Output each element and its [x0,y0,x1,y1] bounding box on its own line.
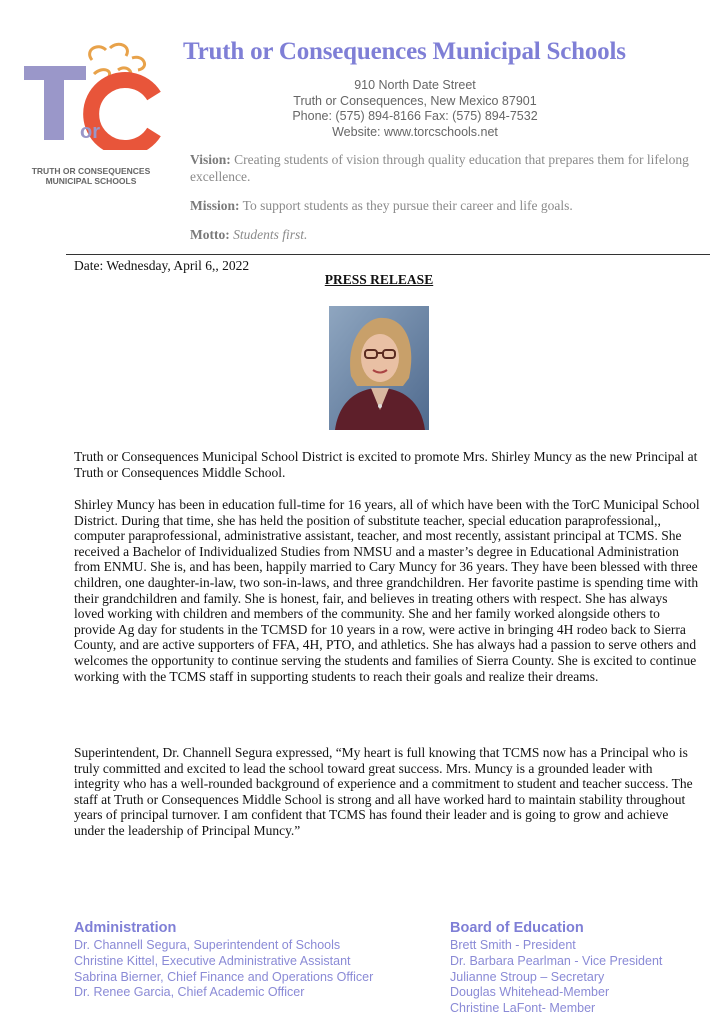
release-paragraph-1: Truth or Consequences Municipal School District is excited to promote Mrs. Shirley Muncy as the new Principal at Truth or Consequences Middle School. [74,449,698,480]
press-release-heading: PRESS RELEASE [324,272,434,287]
board-heading: Board of Education [450,920,584,936]
board-member: Brett Smith - President [450,938,576,952]
logo-caption [18,166,164,186]
board-list [450,938,662,1017]
board-member: Julianne Stroup – Secretary [450,969,605,984]
vision-label: Vision: [190,152,231,167]
mission-text: To support students as they pursue their career and life goals. [242,198,573,213]
release-paragraph-2: Shirley Muncy has been in education full-time for 16 years, all of which have been with the TorC Municipal School District. During that time, she has held the position of substitute teacher, special education paraprofessional,, computer paraprofessional, administrative assistant, teacher, and most recently, assistant principal at TCMS. She received a Bachelor of Individualized Studies from NMSU and a master’s degree in Educational Administration from ENMU. She is, and has been, happily married to Cary Muncy for 36 years. They have been blessed with three children, one daughter-in-law, two son-in-laws, and three grandchildren. Her favorite pastime is spending time with their grandchildren and family. She is honest, fair, and believes in treating others with respect. She has always loved working with children and members of the community. She and her family worked alongside others to provide Ag day for students in the TCMSD for 10 years in a row, were active in bringing 4H rodeo back to Sierra County, and are active supporters of FFA, 4H, PTO, and athletics. She has always had a passion to serve others and welcomes the opportunity to continue serving the students and families of Sierra County. She is excited to continue working with the TCMS staff in supporting students to reach their goals and realize their dreams. [74,497,700,684]
vision-text: Creating students of vision through quality education that prepares them for lifelong excellence. [190,152,689,184]
motto-statement [190,227,690,244]
administration-member: Christine Kittel, Executive Administrative Assistant [74,953,351,968]
administration-member: Sabrina Bierner, Chief Finance and Operations Officer [74,969,374,984]
release-paragraph-3: Superintendent, Dr. Channell Segura expressed, “My heart is full knowing that TCMS now has a Principal who is truly committed and excited to lead the school toward great success. Mrs. Muncy is a grounded leader with integrity who has a well-rounded background of experience and a commitment to student and teacher success. The staff at Truth or Consequences Middle School is strong and all have worked hard to maintain stability throughout years of principal turnover. I am confident that TCMS has found their leader and is going to grow and achieve under the leadership of Principal Muncy.” [74,745,693,838]
vision-statement [190,152,690,185]
org-title: Truth or Consequences Municipal Schools [183,38,626,65]
svg-text:or: or [80,121,100,143]
address-block [250,78,580,140]
header-divider [66,254,710,255]
administration-list [74,938,373,1001]
motto-text: Students first. [233,227,308,242]
administration-heading: Administration [74,920,177,936]
administration-member: Dr. Channell Segura, Superintendent of Schools [74,938,341,952]
address-website: Website: www.torcschools.net [332,124,498,139]
mission-statement [190,198,690,215]
address-phone-fax: Phone: (575) 894-8166 Fax: (575) 894-7532 [292,109,538,123]
address-street: 910 North Date Street [354,78,476,92]
motto-label: Motto: [190,227,230,242]
principal-photo [329,306,429,430]
logo-caption-line1: TRUTH OR CONSEQUENCES [31,166,151,176]
district-logo [22,40,162,150]
mission-label: Mission: [190,198,240,213]
board-member: Christine LaFont- Member [450,1001,596,1016]
board-member: Douglas Whitehead-Member [450,985,610,1000]
board-member: Dr. Barbara Pearlman - Vice President [450,953,663,968]
release-date: Date: Wednesday, April 6,, 2022 [74,258,250,273]
address-city: Truth or Consequences, New Mexico 87901 [293,93,537,108]
logo-caption-line2: MUNICIPAL SCHOOLS [45,176,137,186]
administration-member: Dr. Renee Garcia, Chief Academic Officer [74,985,305,1000]
